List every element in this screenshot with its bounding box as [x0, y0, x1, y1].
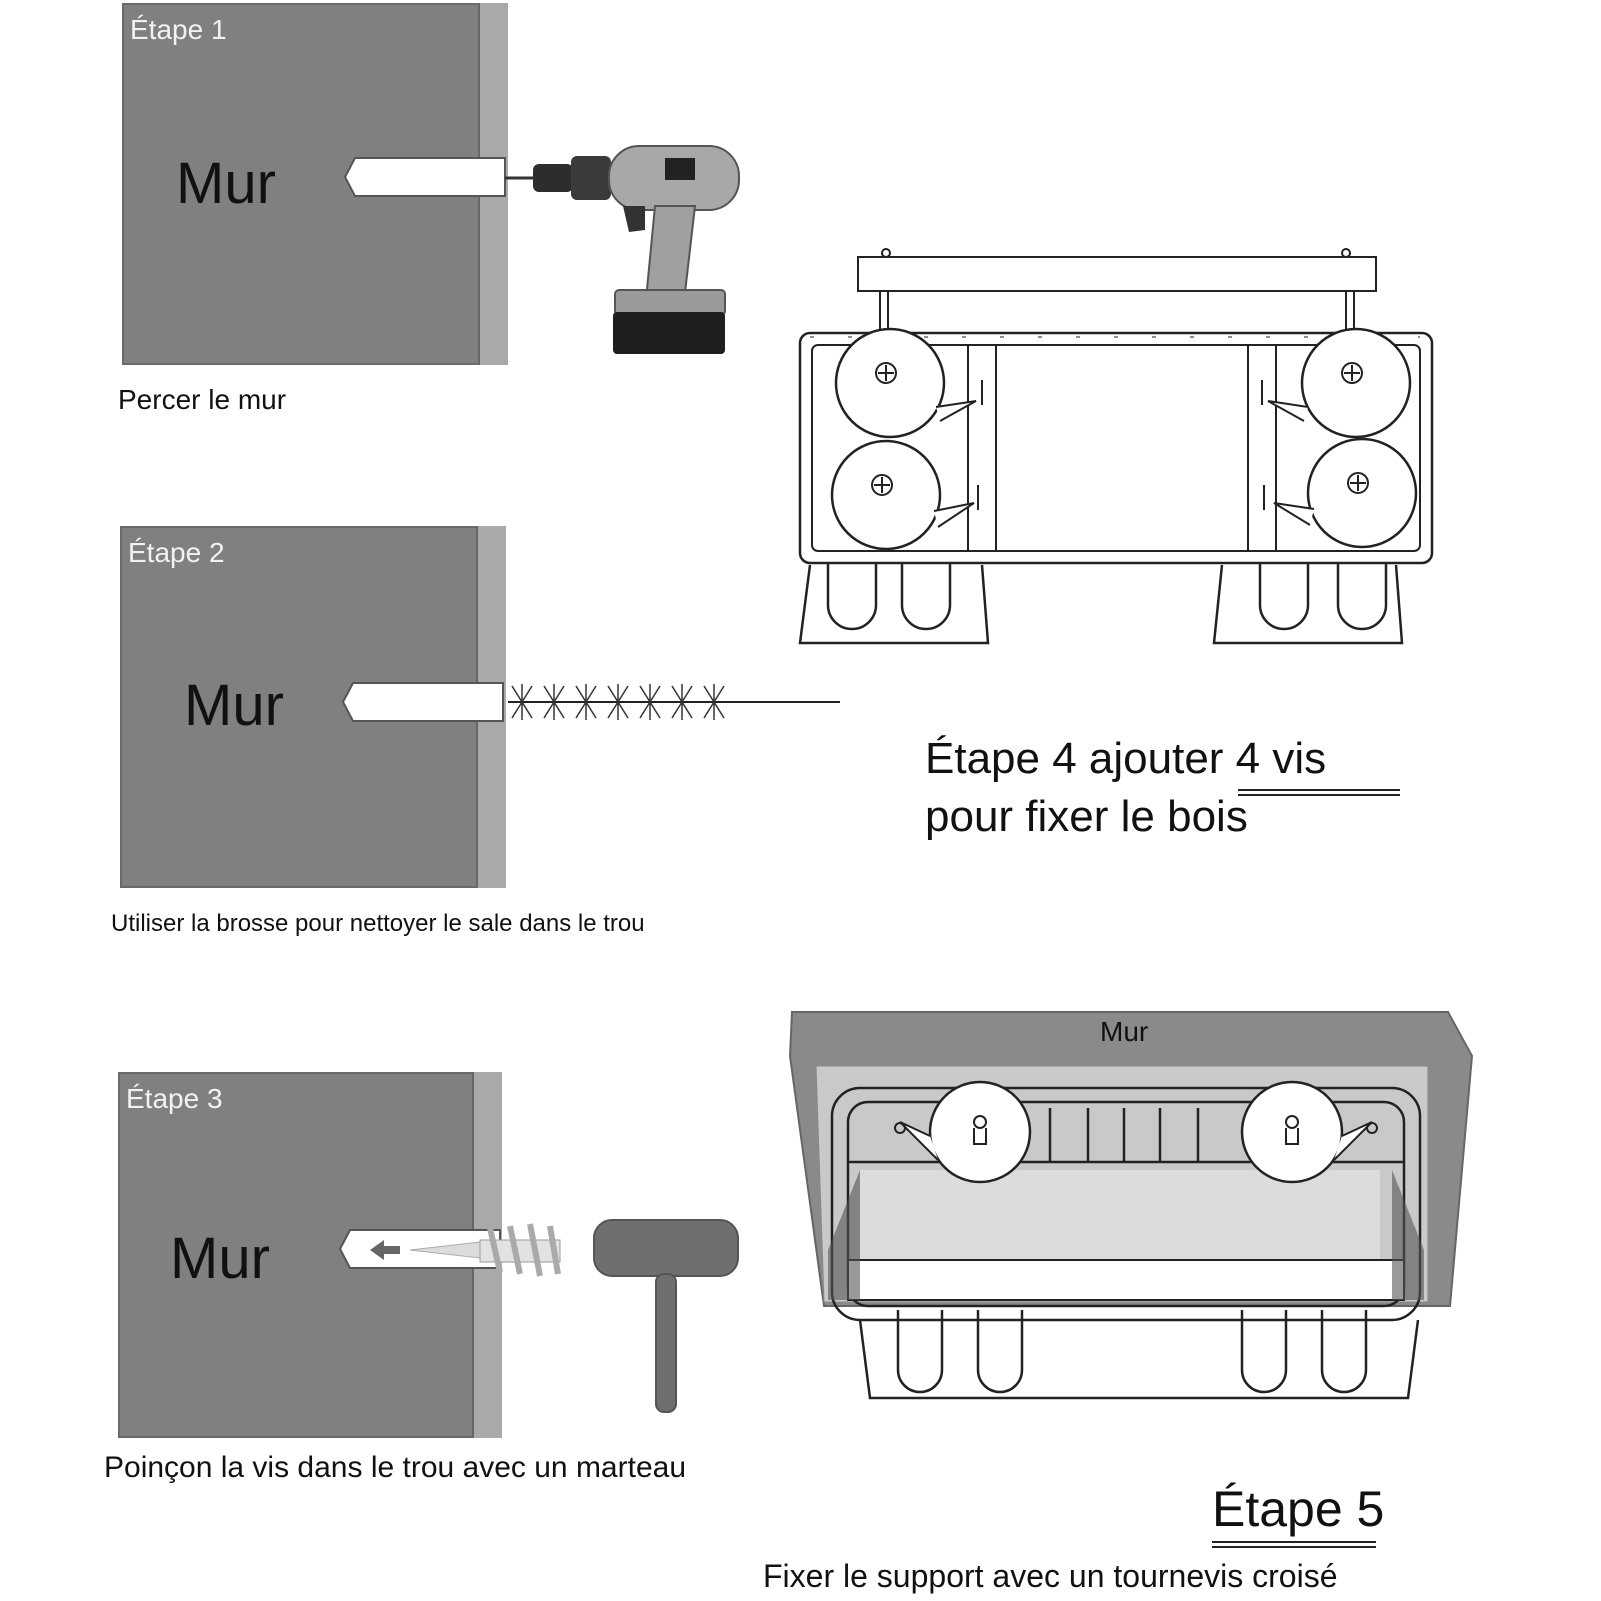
drill-icon [505, 140, 755, 365]
step4-title-line2: pour fixer le bois [925, 792, 1248, 841]
step5-wall-label: Mur [1100, 1016, 1149, 1047]
step2-wall-label: Mur [184, 673, 284, 738]
step1-hole [345, 158, 510, 198]
wall-anchor-icon [370, 1220, 575, 1280]
step3-wall-label: Mur [170, 1226, 270, 1291]
step1-wall-label: Mur [176, 151, 276, 216]
step2-label: Étape 2 [128, 537, 225, 568]
step3-label: Étape 3 [126, 1083, 223, 1114]
step2-caption: Utiliser la brosse pour nettoyer le sale dans le trou [111, 910, 645, 937]
step4-underline [1238, 788, 1402, 798]
step2-hole [343, 683, 508, 723]
step1-label: Étape 1 [130, 14, 227, 45]
brush-icon [508, 682, 842, 722]
step5-underline [1212, 1540, 1378, 1550]
step5-caption: Fixer le support avec un tournevis croisé [763, 1558, 1338, 1594]
rack-top-diagram [790, 245, 1460, 655]
step5-heading: Étape 5 [1212, 1481, 1385, 1537]
rack-wall-diagram [788, 1010, 1490, 1410]
step1-caption: Percer le mur [118, 384, 287, 415]
hammer-icon [592, 1218, 742, 1416]
step3-caption: Poinçon la vis dans le trou avec un marteau [104, 1451, 686, 1484]
step4-title-line1: Étape 4 ajouter 4 vis [925, 734, 1327, 783]
